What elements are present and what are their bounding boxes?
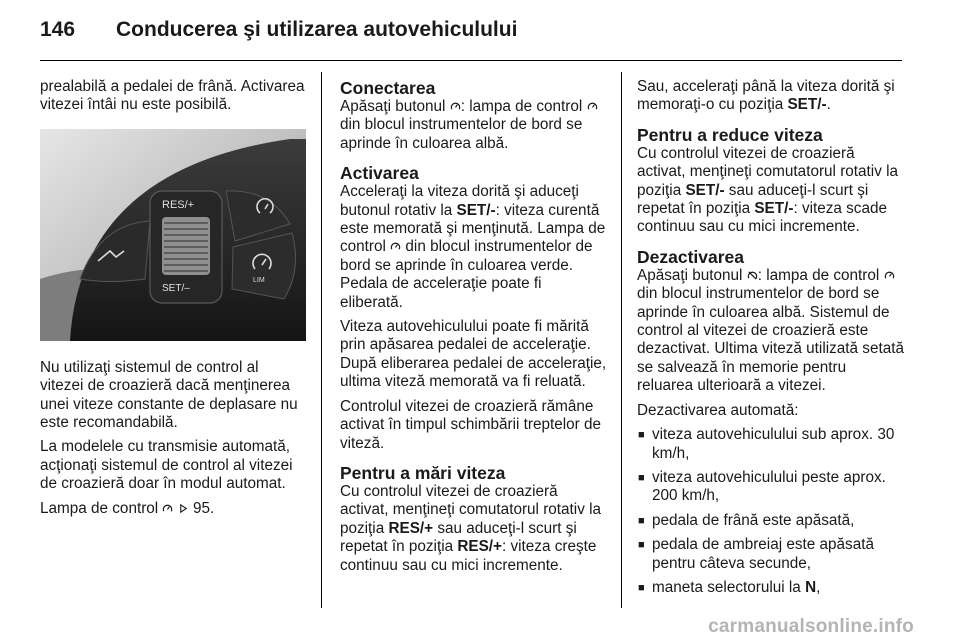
speed-increase-paragraph: Viteza autovehiculului poate fi mărită prin apăsarea pedalei de acceleraţie. După eliberarea pedalei de acceleraţie, ultima viteză memorată va fi reluată. (340, 318, 607, 391)
control-lamp-reference: Lampa de control 95. (40, 499, 215, 517)
cruise-lamp-icon (162, 503, 173, 514)
list-item: ■ pedala de frână este apăsată, (637, 512, 905, 530)
page-header (40, 16, 940, 44)
steering-wheel-controls-photo (40, 129, 306, 341)
intro-paragraph: prealabilă a pedalei de frână. Activarea vitezei întâi nu este posibilă. (40, 78, 305, 114)
set-label: SET/– (162, 282, 190, 294)
lim-label: LIM (253, 276, 265, 284)
connect-paragraph: Apăsaţi butonul : lampa de control din blocul instrumentelor de bord se aprinde în culoarea albă. (340, 98, 608, 153)
heading-increase: Pentru a mări viteza (340, 462, 506, 483)
res-label: RES/+ (162, 198, 195, 211)
cruise-lamp-icon (587, 101, 598, 112)
page-number: 146 (40, 18, 76, 41)
cruise-lamp-icon (390, 241, 401, 252)
increase-paragraph: Cu controlul vitezei de croazieră activat, menţineţi comutatorul rotativ la poziţia RES/+ sau aduceţi-l scurt şi repetat în poziţia RES/+: viteza creşte continuu sau cu mici incremente. (340, 482, 602, 574)
deactivate-paragraph: Apăsaţi butonul : lampa de control din blocul instrumentelor de bord se aprinde în culoarea albă. Sistemul de control al vitezei de croazieră este dezactivat. Ultima viteză utilizată setată se salvează în memorie pentru reluarea ulterioară a vitezei. (637, 266, 904, 395)
heading-activate: Activarea (340, 163, 419, 184)
list-item: ■ viteza autovehiculului sub aprox. 30 km/h, (637, 426, 905, 463)
page-title: Conducerea şi utilizarea autovehiculului (116, 18, 518, 41)
heading-reduce: Pentru a reduce viteza (637, 124, 823, 145)
activate-paragraph: Acceleraţi la viteza dorită şi aduceţi butonul rotativ la SET/-: viteza curentă este memorată şi menţinută. Lampa de control din blocul instrumentelor de bord se aprinde în culoarea verde. Pedala de acceleraţie poate fi eliberată. (340, 183, 606, 311)
watermark: carmanualsonline.info (708, 616, 914, 637)
cruise-lamp-icon (884, 270, 895, 281)
reduce-paragraph: Cu controlul vitezei de croazieră activat, menţineţi comutatorul rotativ la poziţia SET/- sau aduceţi-l scurt şi repetat în poziţia SET/-: viteza scade continuu sau cu mici incremente. (637, 144, 899, 236)
auto-deactivation-list (637, 426, 905, 597)
warning-paragraph: Nu utilizaţi sistemul de control al vitezei de croazieră dacă menţinerea unei viteze constante de deplasare nu este recomandabilă. (40, 358, 298, 432)
list-item: ■ pedala de ambreiaj este apăsată pentru câteva secunde, (637, 536, 905, 573)
list-item: ■ viteza autovehiculului peste aprox. 200 km/h, (637, 469, 905, 506)
heading-deactivate: Dezactivarea (637, 246, 745, 267)
column-divider (321, 72, 322, 608)
continuation-paragraph: Sau, acceleraţi până la viteza dorită şi memoraţi-o cu poziţia SET/-. (637, 78, 895, 114)
auto-deactivation-label: Dezactivarea automată: (637, 401, 799, 419)
cruise-off-button-icon (747, 270, 758, 281)
automatic-paragraph: La modelele cu transmisie automată, acţionaţi sistemul de control al vitezei de croazieră doar în modul automat. (40, 438, 293, 493)
column-divider (621, 72, 622, 608)
heading-connect: Conectarea (340, 78, 436, 98)
column-left (40, 78, 306, 524)
header-rule (40, 60, 902, 61)
cruise-button-icon (450, 101, 461, 112)
column-middle (340, 78, 608, 581)
column-right (637, 78, 905, 603)
page-reference-icon (178, 503, 189, 514)
list-item: ■ maneta selectorului la N, (637, 579, 905, 597)
gear-change-paragraph: Controlul vitezei de croazieră rămâne activat în timpul schimbării treptelor de viteză. (340, 397, 602, 452)
